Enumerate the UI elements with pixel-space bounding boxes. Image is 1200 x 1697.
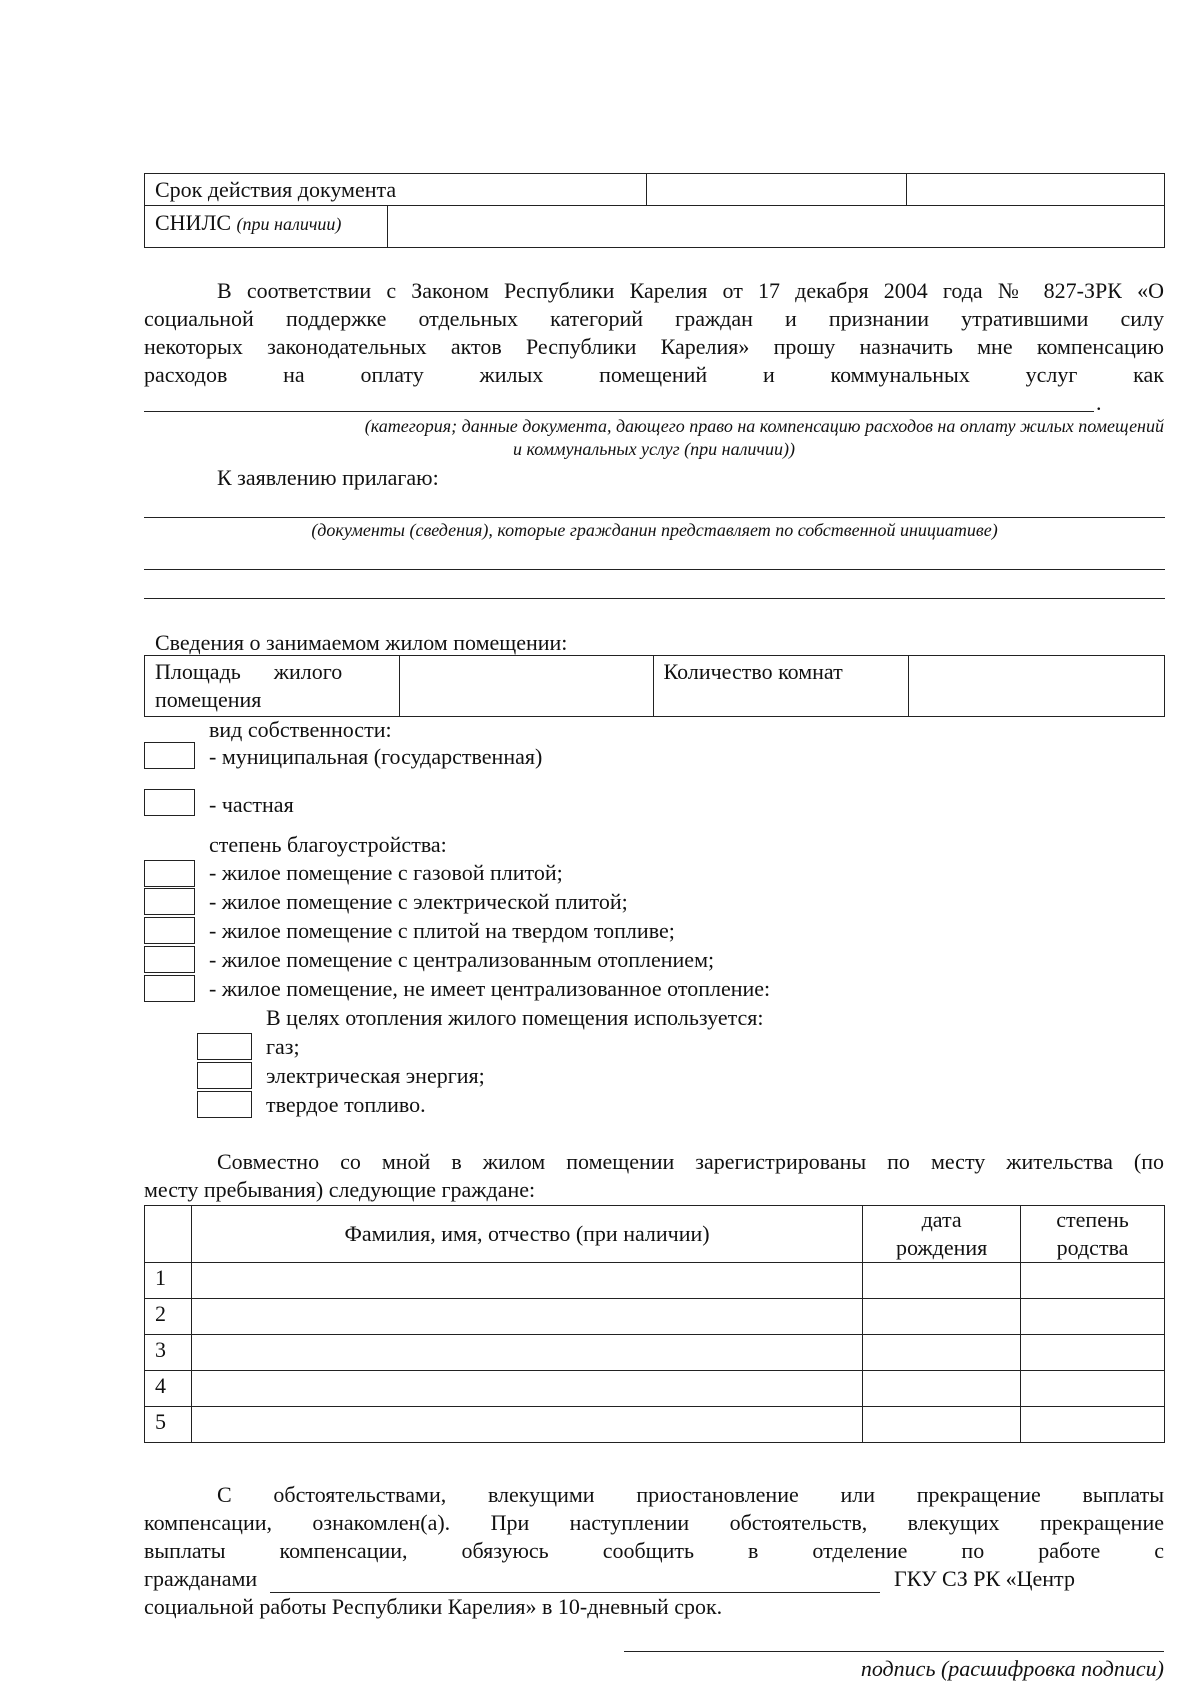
- intro-line-3: некоторых законодательных актов Республики Карелия» прошу назначить мне компенсацию: [144, 334, 1164, 359]
- resident-birth-cell[interactable]: [863, 1263, 1021, 1299]
- area-label-cell: [145, 656, 400, 717]
- resident-name-cell[interactable]: [191, 1371, 862, 1407]
- row-number: 4: [145, 1371, 192, 1407]
- category-blank-line[interactable]: [144, 411, 1094, 412]
- closing-paragraph: [144, 1482, 1164, 1566]
- snils-note: (при наличии): [236, 214, 342, 235]
- table-row: [145, 1335, 1165, 1371]
- housing-table: [144, 655, 1165, 717]
- category-blank-end: .: [1096, 390, 1102, 415]
- amenity-gas-stove-label: - жилое помещение с газовой плитой;: [209, 860, 563, 885]
- amenity-electric-stove-checkbox[interactable]: [144, 888, 195, 915]
- residents-table: [144, 1205, 1165, 1443]
- intro-line-2: социальной поддержке отдельных категорий граждан и признании утратившими силу: [144, 306, 1164, 331]
- heating-solid-fuel-label: твердое топливо.: [266, 1092, 426, 1117]
- heating-electric-label: электрическая энергия;: [266, 1063, 485, 1088]
- amenity-central-heating-label: - жилое помещение с централизованным отоплением;: [209, 947, 715, 972]
- resident-birth-cell[interactable]: [863, 1371, 1021, 1407]
- ownership-title: вид собственности:: [209, 717, 392, 742]
- validity-label: Срок действия документа: [145, 174, 647, 206]
- resident-relation-cell[interactable]: [1021, 1371, 1165, 1407]
- heating-title: В целях отопления жилого помещения используется:: [266, 1005, 764, 1030]
- amenity-solid-fuel-stove-checkbox[interactable]: [144, 917, 195, 944]
- amenities-title: степень благоустройства:: [209, 832, 447, 857]
- attach-line-3[interactable]: [144, 598, 1165, 599]
- resident-relation-cell[interactable]: [1021, 1263, 1165, 1299]
- row-number: 5: [145, 1407, 192, 1443]
- area-value-cell[interactable]: [399, 656, 653, 717]
- residents-relation-header-2: родства: [1056, 1235, 1129, 1260]
- closing-line-4-end: ГКУ СЗ РК «Центр: [894, 1566, 1075, 1591]
- intro-line-1: В соответствии с Законом Республики Карелия от 17 декабря 2004 года № 827-ЗРК «О: [217, 278, 1164, 303]
- resident-name-cell[interactable]: [191, 1407, 862, 1443]
- residents-birth-header: [863, 1206, 1021, 1263]
- housing-title: Сведения о занимаемом жилом помещении:: [155, 630, 568, 655]
- validity-from-cell[interactable]: [647, 174, 906, 206]
- snils-label-cell: [145, 206, 388, 248]
- ownership-municipal-label: - муниципальная (государственная): [209, 744, 543, 769]
- amenity-no-central-heating-label: - жилое помещение, не имеет централизованное отопление:: [209, 976, 771, 1001]
- document-info-table: [144, 173, 1165, 248]
- amenity-no-central-heating-checkbox[interactable]: [144, 975, 195, 1002]
- amenity-electric-stove-label: - жилое помещение с электрической плитой;: [209, 889, 628, 914]
- closing-line-3: выплаты компенсации, обязуюсь сообщить в отделение по работе с: [144, 1538, 1164, 1563]
- residents-relation-header: [1021, 1206, 1165, 1263]
- amenity-central-heating-checkbox[interactable]: [144, 946, 195, 973]
- department-blank-line[interactable]: [270, 1592, 880, 1593]
- resident-relation-cell[interactable]: [1021, 1299, 1165, 1335]
- amenity-gas-stove-checkbox[interactable]: [144, 860, 195, 887]
- resident-birth-cell[interactable]: [863, 1299, 1021, 1335]
- area-label-1: Площадь жилого: [155, 659, 343, 684]
- closing-line-5: социальной работы Республики Карелия» в 10-дневный срок.: [144, 1594, 723, 1619]
- heating-gas-checkbox[interactable]: [197, 1033, 252, 1060]
- intro-line-4: расходов на оплату жилых помещений и коммунальных услуг как: [144, 362, 1164, 387]
- residents-birth-header-2: рождения: [895, 1235, 988, 1260]
- residents-birth-header-1: дата: [921, 1207, 962, 1232]
- rooms-value-cell[interactable]: [909, 656, 1165, 717]
- category-hint-1: (категория; данные документа, дающего право на компенсацию расходов на оплату жилых помещений: [364, 416, 1164, 436]
- rooms-label: Количество комнат: [653, 656, 909, 717]
- residents-intro-line-2: месту пребывания) следующие граждане:: [144, 1177, 536, 1202]
- heating-electric-checkbox[interactable]: [197, 1062, 252, 1089]
- ownership-private-checkbox[interactable]: [144, 789, 195, 816]
- ownership-private-label: - частная: [209, 792, 294, 817]
- row-number: 3: [145, 1335, 192, 1371]
- table-row: [145, 1371, 1165, 1407]
- row-number: 2: [145, 1299, 192, 1335]
- resident-birth-cell[interactable]: [863, 1335, 1021, 1371]
- closing-line-4-start: гражданами: [144, 1566, 258, 1591]
- signature-caption: подпись (расшифровка подписи): [860, 1656, 1164, 1681]
- attach-hint: (документы (сведения), которые гражданин представляет по собственной инициативе): [311, 520, 998, 540]
- resident-birth-cell[interactable]: [863, 1407, 1021, 1443]
- row-number: 1: [145, 1263, 192, 1299]
- resident-relation-cell[interactable]: [1021, 1407, 1165, 1443]
- closing-line-2: компенсации, ознакомлен(а). При наступлении обстоятельств, влекущих прекращение: [144, 1510, 1164, 1535]
- residents-name-header: Фамилия, имя, отчество (при наличии): [191, 1206, 862, 1263]
- category-hint-2: и коммунальных услуг (при наличии)): [512, 439, 796, 459]
- heating-solid-fuel-checkbox[interactable]: [197, 1091, 252, 1118]
- closing-line-1: С обстоятельствами, влекущими приостановление или прекращение выплаты: [217, 1482, 1164, 1507]
- residents-relation-header-1: степень: [1056, 1207, 1129, 1232]
- amenity-solid-fuel-stove-label: - жилое помещение с плитой на твердом топливе;: [209, 918, 675, 943]
- residents-intro-line-1: Совместно со мной в жилом помещении зарегистрированы по месту жительства (по: [217, 1149, 1164, 1174]
- attach-line-1[interactable]: [144, 517, 1165, 518]
- snils-value-cell[interactable]: [387, 206, 1164, 248]
- area-label-2: помещения: [155, 687, 262, 712]
- table-row: [145, 1299, 1165, 1335]
- resident-relation-cell[interactable]: [1021, 1335, 1165, 1371]
- resident-name-cell[interactable]: [191, 1263, 862, 1299]
- attach-line-2[interactable]: [144, 569, 1165, 570]
- residents-num-header: [145, 1206, 192, 1263]
- table-row: [145, 1407, 1165, 1443]
- ownership-municipal-checkbox[interactable]: [144, 742, 195, 769]
- snils-label: СНИЛС: [155, 210, 232, 236]
- signature-line[interactable]: [624, 1651, 1164, 1652]
- heating-gas-label: газ;: [266, 1034, 300, 1059]
- resident-name-cell[interactable]: [191, 1299, 862, 1335]
- validity-to-cell[interactable]: [906, 174, 1164, 206]
- resident-name-cell[interactable]: [191, 1335, 862, 1371]
- table-row: [145, 1263, 1165, 1299]
- intro-paragraph: [144, 278, 1164, 390]
- residents-intro: [144, 1149, 1164, 1205]
- attach-label: К заявлению прилагаю:: [217, 465, 439, 490]
